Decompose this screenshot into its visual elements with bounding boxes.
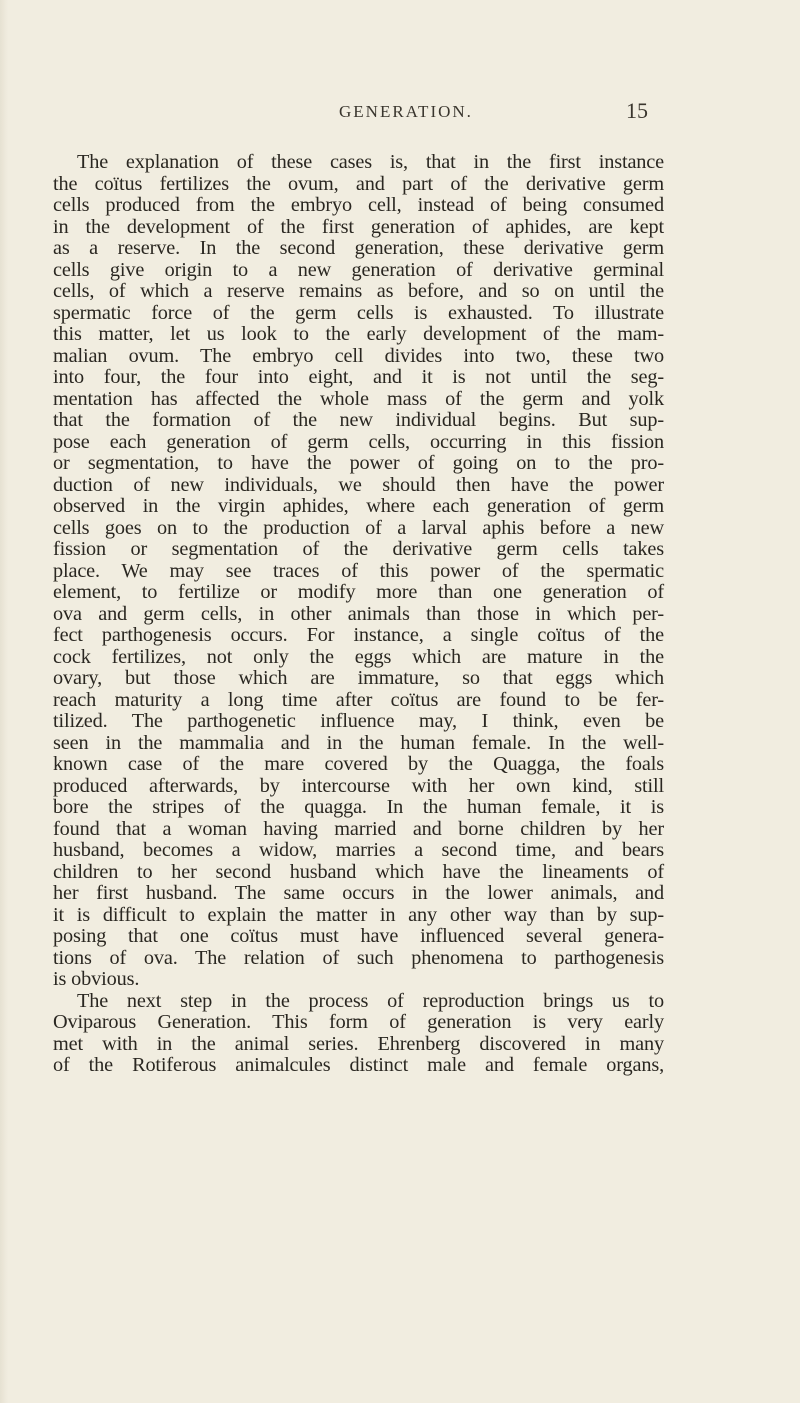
text-line: children to her second husband which have the lineaments of	[53, 860, 664, 883]
text-line: known case of the mare covered by the Quagga, the foals	[53, 753, 664, 775]
text-line: The explanation of these cases is, that in the first instance	[77, 151, 664, 173]
text-line: is obvious.	[53, 968, 140, 990]
running-head	[0, 98, 800, 132]
text-line: duction of new individuals, we should then have the power	[53, 473, 664, 496]
text-line: this matter, let us look to the early development of the mam-	[53, 323, 664, 345]
text-line: pose each generation of germ cells, occurring in this fission	[53, 430, 664, 453]
text-line: ova and germ cells, in other animals than those in which per-	[53, 602, 664, 625]
text-line: seen in the mammalia and in the human female. In the well-	[53, 731, 664, 754]
text-line: fect parthogenesis occurs. For instance, a single coïtus of the	[53, 624, 664, 646]
text-line: cells goes on to the production of a larval aphis before a new	[53, 516, 664, 539]
text-line: mentation has affected the whole mass of the germ and yolk	[53, 387, 664, 410]
text-line: into four, the four into eight, and it is not until the seg-	[53, 366, 664, 388]
text-line: her first husband. The same occurs in the lower animals, and	[53, 882, 664, 904]
page-number: 15	[626, 98, 648, 123]
running-title: GENERATION.	[339, 102, 473, 121]
text-line: observed in the virgin aphides, where each generation of germ	[53, 495, 664, 517]
text-line: as a reserve. In the second generation, these derivative germ	[53, 237, 664, 259]
text-line: of the Rotiferous animalcules distinct male and female organs,	[53, 1054, 664, 1076]
text-line: cock fertilizes, not only the eggs which are mature in the	[53, 645, 664, 668]
text-line: element, to fertilize or modify more than one generation of	[53, 581, 664, 603]
text-line: it is difficult to explain the matter in any other way than by sup-	[53, 903, 664, 926]
text-line: cells produced from the embryo cell, instead of being consumed	[53, 194, 664, 216]
text-line: The next step in the process of reproduction brings us to	[77, 989, 664, 1012]
text-line: spermatic force of the germ cells is exhausted. To illustrate	[53, 301, 664, 324]
text-line: malian ovum. The embryo cell divides into two, these two	[53, 344, 664, 367]
text-line: tions of ova. The relation of such phenomena to parthogenesis	[53, 946, 664, 969]
text-line: ovary, but those which are immature, so that eggs which	[53, 667, 664, 689]
text-line: or segmentation, to have the power of going on to the pro-	[53, 452, 664, 474]
text-line: tilized. The parthogenetic influence may, I think, even be	[53, 710, 664, 732]
text-line: in the development of the first generation of aphides, are kept	[53, 215, 664, 238]
body-text	[53, 152, 664, 1077]
text-line: cells, of which a reserve remains as before, and so on until the	[53, 280, 664, 302]
text-line: husband, becomes a widow, marries a second time, and bears	[53, 839, 664, 861]
text-line: posing that one coïtus must have influenced several genera-	[53, 925, 664, 947]
text-line: bore the stripes of the quagga. In the human female, it is	[53, 796, 664, 818]
text-line: place. We may see traces of this power of the spermatic	[53, 559, 664, 582]
text-line: met with in the animal series. Ehrenberg discovered in many	[53, 1032, 664, 1055]
text-line: reach maturity a long time after coïtus are found to be fer-	[53, 688, 664, 711]
page-edge	[0, 0, 8, 1403]
text-line: Oviparous Generation. This form of generation is very early	[53, 1011, 664, 1033]
text-line: the coïtus fertilizes the ovum, and part of the derivative germ	[53, 172, 664, 195]
text-line: fission or segmentation of the derivative germ cells takes	[53, 538, 664, 560]
text-line: that the formation of the new individual begins. But sup-	[53, 409, 664, 431]
text-line: found that a woman having married and borne children by her	[53, 817, 664, 840]
text-line: produced afterwards, by intercourse with her own kind, still	[53, 774, 664, 797]
text-line: cells give origin to a new generation of derivative germinal	[53, 258, 664, 281]
